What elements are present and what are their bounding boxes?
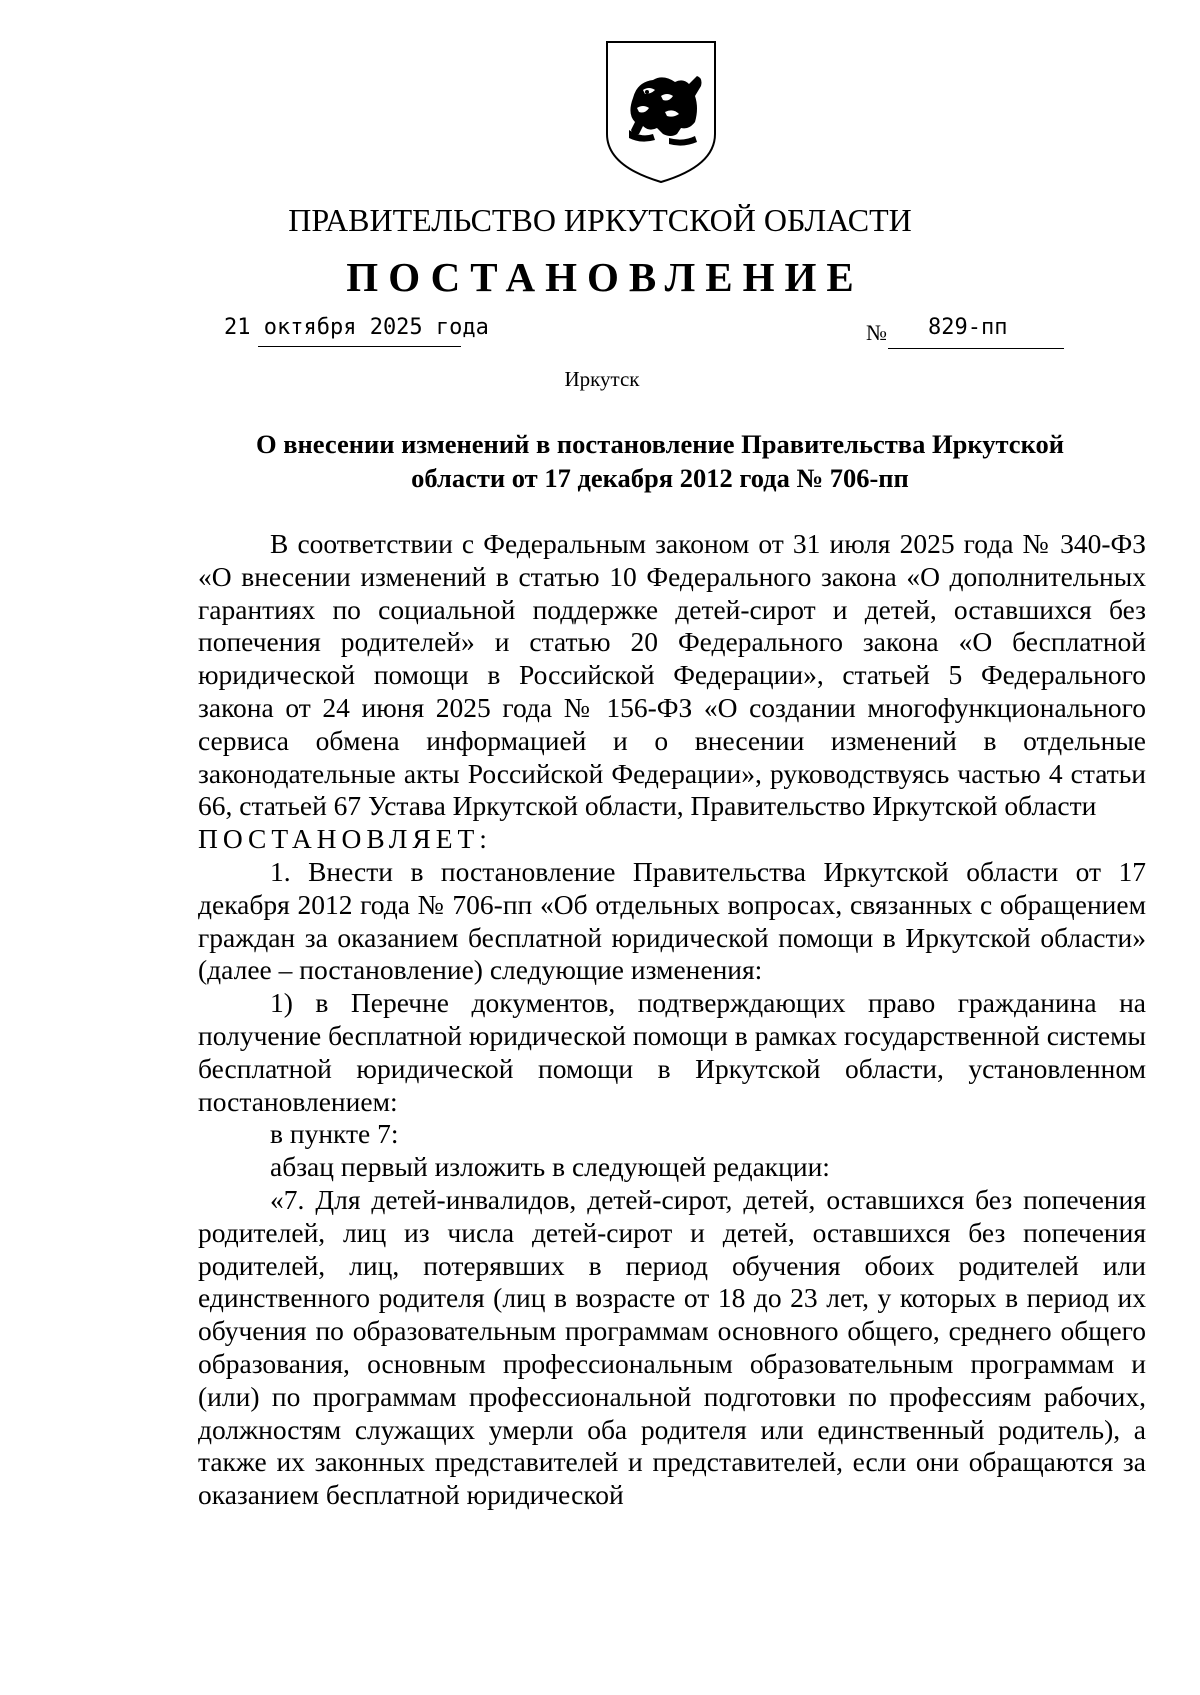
date-underline xyxy=(258,346,461,347)
document-number: 829-пп xyxy=(928,315,1008,340)
subject-line-1: О внесении изменений в постановление Правительства Иркутской xyxy=(255,429,1065,459)
number-sign: № xyxy=(866,320,887,345)
item-1-1-paragraph: 1) в Перечне документов, подтверждающих право гражданина на получение бесплатной юридической помощи в рамках государственной системы бесплатной юридической помощи в Иркутской области, установленном постановлением: xyxy=(198,987,1146,1117)
document-subject xyxy=(200,427,1120,495)
preamble-paragraph: В соответствии с Федеральным законом от 31 июля 2025 года № 340-ФЗ «О внесении изменений в статью 10 Федерального закона «О дополнительных гарантиях по социальной поддержке детей-сирот и детей, оставшихся без попечения родителей» и статью 20 Федерального закона «О бесплатной юридической помощи в Российской Федерации», статьей 5 Федерального закона от 24 июня 2025 года № 156-ФЗ «О создании многофункционального сервиса обмена информацией и о внесении изменений в отдельные законодательные акты Российской Федерации», руководствуясь частью 4 статьи 66, статьей 67 Устава Иркутской области, Правительство Иркутской области xyxy=(198,528,1146,822)
document-city: Иркутск xyxy=(564,367,640,391)
organization-title: ПРАВИТЕЛЬСТВО ИРКУТСКОЙ ОБЛАСТИ xyxy=(288,202,912,238)
document-type: ПОСТАНОВЛЕНИЕ xyxy=(346,254,864,300)
coat-of-arms-icon xyxy=(603,38,719,186)
paragraph-one-instruction: абзац первый изложить в следующей редакции: xyxy=(270,1151,830,1183)
point-7-paragraph: в пункте 7: xyxy=(270,1118,399,1150)
quoted-point-7: «7. Для детей-инвалидов, детей-сирот, детей, оставшихся без попечения родителей, лиц из числа детей-сирот и детей, оставшихся без попечения родителей, лиц, потерявших в период обучения обоих родителей или единственного родителя (лиц в возрасте от 18 до 23 лет, у которых в период их обучения по образовательным программам основного общего, среднего общего образования, основным профессиональным образовательным программам и (или) по программам профессиональной подготовки по профессиям рабочих, должностям служащих умерли оба родителя или единственный родитель), а также их законных представителей и представителей, если они обращаются за оказанием бесплатной юридической xyxy=(198,1183,1146,1511)
document-body xyxy=(198,528,1146,1512)
decree-word: ПОСТАНОВЛЯЕТ: xyxy=(198,823,492,855)
number-underline xyxy=(888,348,1064,349)
item-1-paragraph: 1. Внести в постановление Правительства Иркутской области от 17 декабря 2012 года № 706-пп «Об отдельных вопросах, связанных с обращением граждан за оказанием бесплатной юридической помощи в Иркутской области» (далее – постановление) следующие изменения: xyxy=(198,855,1146,986)
document-date: 21 октября 2025 года xyxy=(224,315,489,340)
subject-line-2: области от 17 декабря 2012 года № 706-пп xyxy=(411,463,909,493)
